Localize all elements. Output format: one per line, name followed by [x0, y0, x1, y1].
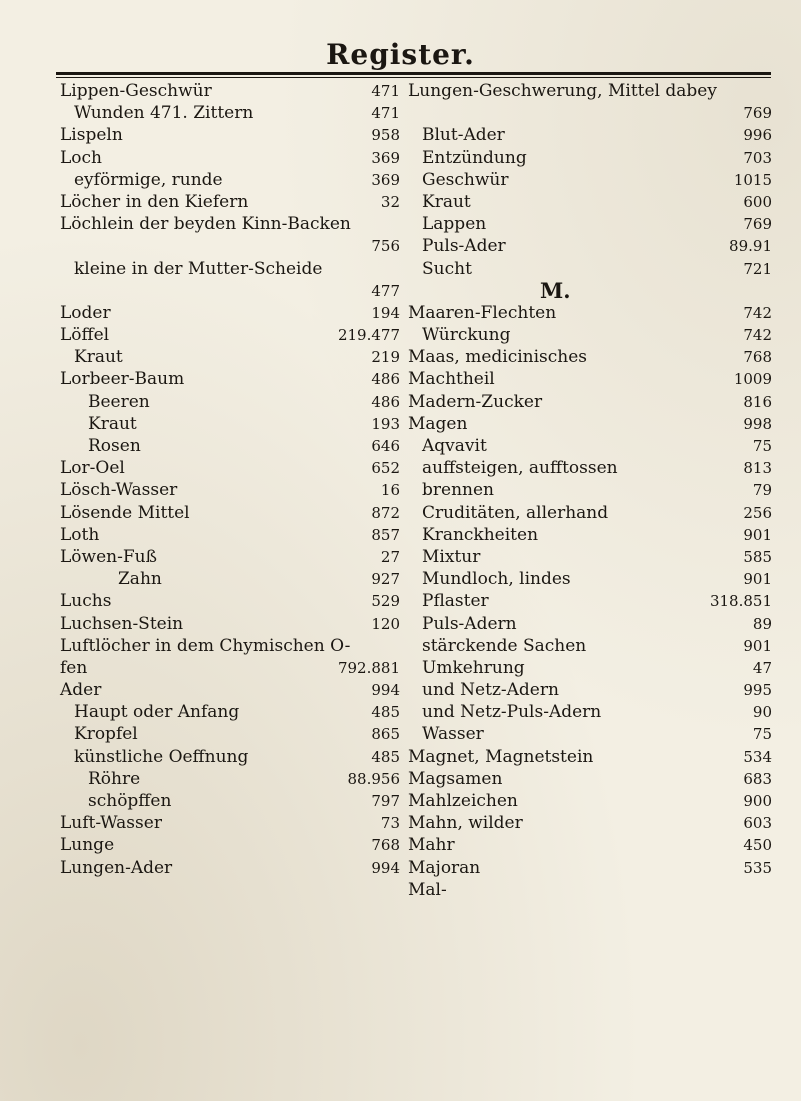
entry-page-number: 88.956 — [347, 769, 400, 788]
entry-page-number: 471 — [371, 104, 400, 123]
entry-page-number: 369 — [371, 170, 400, 189]
index-entry — [408, 346, 772, 368]
index-entry — [60, 723, 400, 745]
entry-term: Machtheil — [408, 369, 495, 390]
entry-term: Würckung — [422, 325, 511, 346]
index-entry — [408, 568, 772, 590]
entry-term: schöpffen — [88, 791, 172, 811]
index-entry — [60, 834, 400, 856]
index-entry — [60, 479, 400, 501]
entry-page-number: 477 — [371, 281, 400, 300]
index-entry — [60, 546, 400, 568]
entry-page-number: 585 — [743, 547, 772, 566]
entry-term: Cruditäten, allerhand — [422, 502, 609, 523]
entry-term: fen — [60, 657, 88, 678]
index-entry — [60, 613, 400, 635]
entry-term: Löchlein der beyden Kinn-Backen — [60, 214, 351, 235]
entry-term: auffsteigen, aufftossen — [422, 458, 618, 479]
entry-page-number: 535 — [743, 858, 772, 877]
index-entry — [408, 546, 772, 568]
entry-page-number: 721 — [743, 259, 772, 278]
index-entry — [408, 590, 772, 612]
entry-term: Mundloch, lindes — [422, 569, 571, 590]
index-entry — [408, 191, 772, 213]
index-entry — [60, 502, 400, 524]
entry-page-number: 792.881 — [337, 658, 400, 677]
entry-page-number: 486 — [371, 370, 400, 389]
index-entry — [408, 834, 772, 856]
index-entry — [60, 124, 400, 146]
entry-page-number: 994 — [371, 681, 400, 700]
entry-page-number: 646 — [371, 437, 400, 455]
entry-page-number: 1009 — [733, 370, 772, 389]
entry-page-number: 797 — [371, 792, 400, 810]
entry-term: Wasser — [422, 724, 484, 745]
entry-page-number: 89 — [752, 614, 772, 633]
entry-term: Röhre — [88, 768, 141, 789]
entry-page-number: 194 — [371, 303, 400, 322]
index-entry — [408, 235, 772, 257]
entry-page-number: 742 — [743, 303, 772, 322]
entry-page-number: 16 — [380, 481, 400, 500]
entry-term: Magsamen — [408, 768, 503, 789]
index-entry — [408, 457, 772, 479]
entry-term: Maaren-Flechten — [408, 302, 557, 323]
entry-term: Lösch-Wasser — [60, 480, 178, 501]
entry-page-number: 75 — [752, 725, 772, 744]
entry-page-number: 742 — [743, 326, 772, 345]
entry-page-number: 193 — [371, 414, 400, 433]
entry-page-number: 768 — [371, 836, 400, 855]
index-entry — [60, 413, 400, 435]
index-entry — [408, 435, 772, 457]
index-entry — [60, 857, 400, 879]
index-entry — [60, 657, 400, 679]
entry-page-number: 32 — [380, 192, 400, 211]
entry-page-number: 652 — [371, 459, 400, 478]
entry-term: Mixtur — [422, 546, 481, 567]
entry-term: Kraut — [88, 413, 137, 434]
entry-page-number: 769 — [743, 215, 772, 234]
entry-page-number: 90 — [752, 703, 772, 722]
index-entry — [60, 524, 400, 546]
entry-term: Löwen-Fuß — [60, 546, 157, 567]
entry-page-number: 471 — [371, 82, 400, 100]
left-index-column — [60, 80, 400, 879]
entry-term: Kraut — [422, 191, 471, 212]
entry-term: Puls-Adern — [422, 613, 517, 634]
entry-page-number: 994 — [371, 858, 400, 877]
entry-term: Lor-Oel — [60, 458, 125, 479]
entry-term: Geschwür — [422, 169, 509, 190]
index-entry — [60, 679, 400, 701]
entry-term: Kraut — [74, 347, 123, 368]
entry-page-number: 995 — [743, 681, 772, 700]
entry-term: stärckende Sachen — [422, 635, 587, 656]
entry-page-number: 900 — [743, 792, 772, 810]
index-entry — [60, 102, 400, 124]
index-entry — [408, 635, 772, 657]
index-entry — [408, 679, 772, 701]
index-entry — [408, 524, 772, 546]
entry-term: Pflaster — [422, 591, 489, 612]
index-entry — [60, 80, 400, 102]
index-entry — [408, 324, 772, 346]
entry-term: Madern-Zucker — [408, 391, 543, 412]
right-index-column — [408, 80, 772, 901]
entry-page-number: 996 — [743, 126, 772, 145]
index-entry — [408, 302, 772, 324]
entry-term: Luftlöcher in dem Chymischen O- — [60, 635, 351, 656]
entry-page-number: 865 — [371, 725, 400, 744]
entry-page-number: 703 — [743, 148, 772, 167]
index-entry — [408, 790, 772, 812]
entry-term: und Netz-Puls-Adern — [422, 702, 602, 723]
index-entry — [60, 280, 400, 302]
index-entry — [408, 102, 772, 124]
entry-page-number: 872 — [371, 503, 400, 522]
index-entry — [60, 258, 400, 280]
index-entry — [408, 502, 772, 524]
index-entry — [408, 479, 772, 501]
entry-term: Maas, medicinisches — [408, 347, 588, 368]
entry-term: Mahr — [408, 835, 455, 856]
entry-term: Sucht — [422, 258, 472, 279]
index-entry — [408, 213, 772, 235]
entry-term: kleine in der Mutter-Scheide — [74, 258, 323, 279]
index-entry — [408, 80, 772, 102]
index-entry — [60, 213, 400, 235]
entry-page-number: 219.477 — [337, 326, 400, 345]
index-entry — [408, 768, 772, 790]
index-entry — [60, 302, 400, 324]
index-entry — [408, 169, 772, 191]
entry-term: Puls-Ader — [422, 236, 506, 257]
entry-term: Lösende Mittel — [60, 502, 190, 523]
entry-term: Loder — [60, 302, 111, 323]
index-entry — [408, 413, 772, 435]
index-entry — [60, 169, 400, 191]
index-entry — [408, 701, 772, 723]
entry-term: brennen — [422, 480, 494, 501]
entry-term: Kropfel — [74, 724, 138, 745]
entry-page-number: 813 — [743, 459, 772, 478]
entry-page-number: 485 — [371, 747, 400, 766]
page-title: Register. — [326, 38, 475, 71]
entry-term: Magnet, Magnetstein — [408, 746, 594, 767]
index-entry — [60, 812, 400, 834]
entry-page-number: 529 — [371, 592, 400, 611]
entry-term: Mahn, wilder — [408, 813, 523, 834]
entry-page-number: 958 — [371, 126, 400, 145]
entry-page-number: 27 — [380, 547, 400, 566]
entry-page-number: 47 — [752, 658, 772, 677]
entry-term: Wunden 471. Zittern — [74, 103, 254, 124]
entry-term: Lunge — [60, 835, 115, 856]
entry-term: Beeren — [88, 391, 150, 412]
index-entry — [408, 723, 772, 745]
entry-page-number: 756 — [371, 237, 400, 256]
entry-term: Lappen — [422, 214, 487, 235]
section-heading: M. — [540, 277, 571, 303]
entry-page-number: 901 — [743, 636, 772, 655]
index-entry — [60, 746, 400, 768]
entry-page-number: 769 — [743, 104, 772, 123]
index-entry — [408, 879, 772, 901]
entry-term: Entzündung — [422, 147, 527, 168]
entry-page-number: 79 — [752, 481, 772, 500]
entry-term: Ader — [60, 680, 102, 701]
entry-term: Rosen — [88, 436, 141, 456]
entry-term: Loch — [60, 147, 102, 168]
entry-term: Löcher in den Kiefern — [60, 191, 249, 212]
entry-page-number: 73 — [380, 814, 400, 833]
index-entry — [408, 124, 772, 146]
index-entry — [408, 258, 772, 280]
entry-term: und Netz-Adern — [422, 680, 559, 701]
entry-term: Lippen-Geschwür — [60, 81, 212, 101]
entry-term: Umkehrung — [422, 657, 525, 678]
entry-page-number: 450 — [743, 836, 772, 855]
index-entry — [60, 768, 400, 790]
entry-page-number: 683 — [743, 769, 772, 788]
index-entry — [408, 391, 772, 413]
entry-page-number: 901 — [743, 570, 772, 589]
entry-page-number: 901 — [743, 525, 772, 544]
entry-page-number: 256 — [743, 503, 772, 522]
entry-term: Luchs — [60, 591, 112, 612]
entry-page-number: 318.851 — [709, 592, 772, 611]
index-entry — [408, 277, 772, 303]
entry-term: Kranckheiten — [422, 524, 539, 545]
entry-page-number: 486 — [371, 392, 400, 411]
entry-term: Loth — [60, 524, 100, 545]
index-entry — [60, 235, 400, 257]
entry-term: künstliche Oeffnung — [74, 746, 249, 767]
index-entry — [408, 368, 772, 390]
index-entry — [408, 746, 772, 768]
entry-page-number: 927 — [371, 570, 400, 589]
entry-term: Löffel — [60, 325, 110, 346]
entry-page-number: 120 — [371, 614, 400, 633]
index-entry — [60, 568, 400, 590]
index-entry — [60, 368, 400, 390]
entry-term: Mal- — [408, 879, 447, 900]
index-entry — [60, 790, 400, 812]
header-rule-thin — [56, 77, 771, 78]
entry-term: Aqvavit — [422, 436, 487, 456]
entry-page-number: 534 — [743, 747, 772, 766]
entry-term: eyförmige, runde — [74, 169, 223, 190]
index-entry — [60, 635, 400, 657]
index-entry — [60, 457, 400, 479]
index-entry — [60, 324, 400, 346]
entry-term: Magen — [408, 413, 468, 434]
index-entry — [60, 391, 400, 413]
entry-term: Majoran — [408, 857, 481, 878]
entry-term: Lungen-Ader — [60, 857, 173, 878]
header-rule — [56, 72, 771, 75]
index-entry — [408, 613, 772, 635]
entry-term: Blut-Ader — [422, 125, 505, 146]
entry-term: Lispeln — [60, 125, 123, 146]
entry-term: Haupt oder Anfang — [74, 702, 240, 723]
entry-term: Zahn — [118, 569, 162, 590]
entry-page-number: 600 — [743, 192, 772, 211]
index-entry — [60, 701, 400, 723]
entry-page-number: 369 — [371, 148, 400, 167]
index-entry — [408, 147, 772, 169]
entry-page-number: 603 — [743, 814, 772, 833]
entry-page-number: 89.91 — [729, 237, 772, 256]
index-entry — [60, 590, 400, 612]
entry-page-number: 816 — [743, 392, 772, 411]
entry-page-number: 998 — [743, 414, 772, 433]
entry-page-number: 219 — [371, 348, 400, 367]
index-entry — [60, 435, 400, 457]
index-entry — [408, 857, 772, 879]
entry-term: Luchsen-Stein — [60, 613, 184, 634]
index-entry — [60, 147, 400, 169]
entry-term: Lorbeer-Baum — [60, 369, 185, 390]
index-entry — [60, 191, 400, 213]
entry-page-number: 485 — [371, 703, 400, 722]
entry-term: Luft-Wasser — [60, 813, 162, 834]
entry-page-number: 768 — [743, 348, 772, 367]
entry-page-number: 857 — [371, 525, 400, 544]
entry-page-number: 1015 — [733, 170, 772, 189]
index-entry — [408, 657, 772, 679]
entry-term: Lungen-Geschwerung, Mittel dabey — [408, 81, 717, 101]
entry-page-number: 75 — [752, 437, 772, 455]
index-entry — [408, 812, 772, 834]
index-entry — [60, 346, 400, 368]
entry-term: Mahlzeichen — [408, 791, 518, 811]
